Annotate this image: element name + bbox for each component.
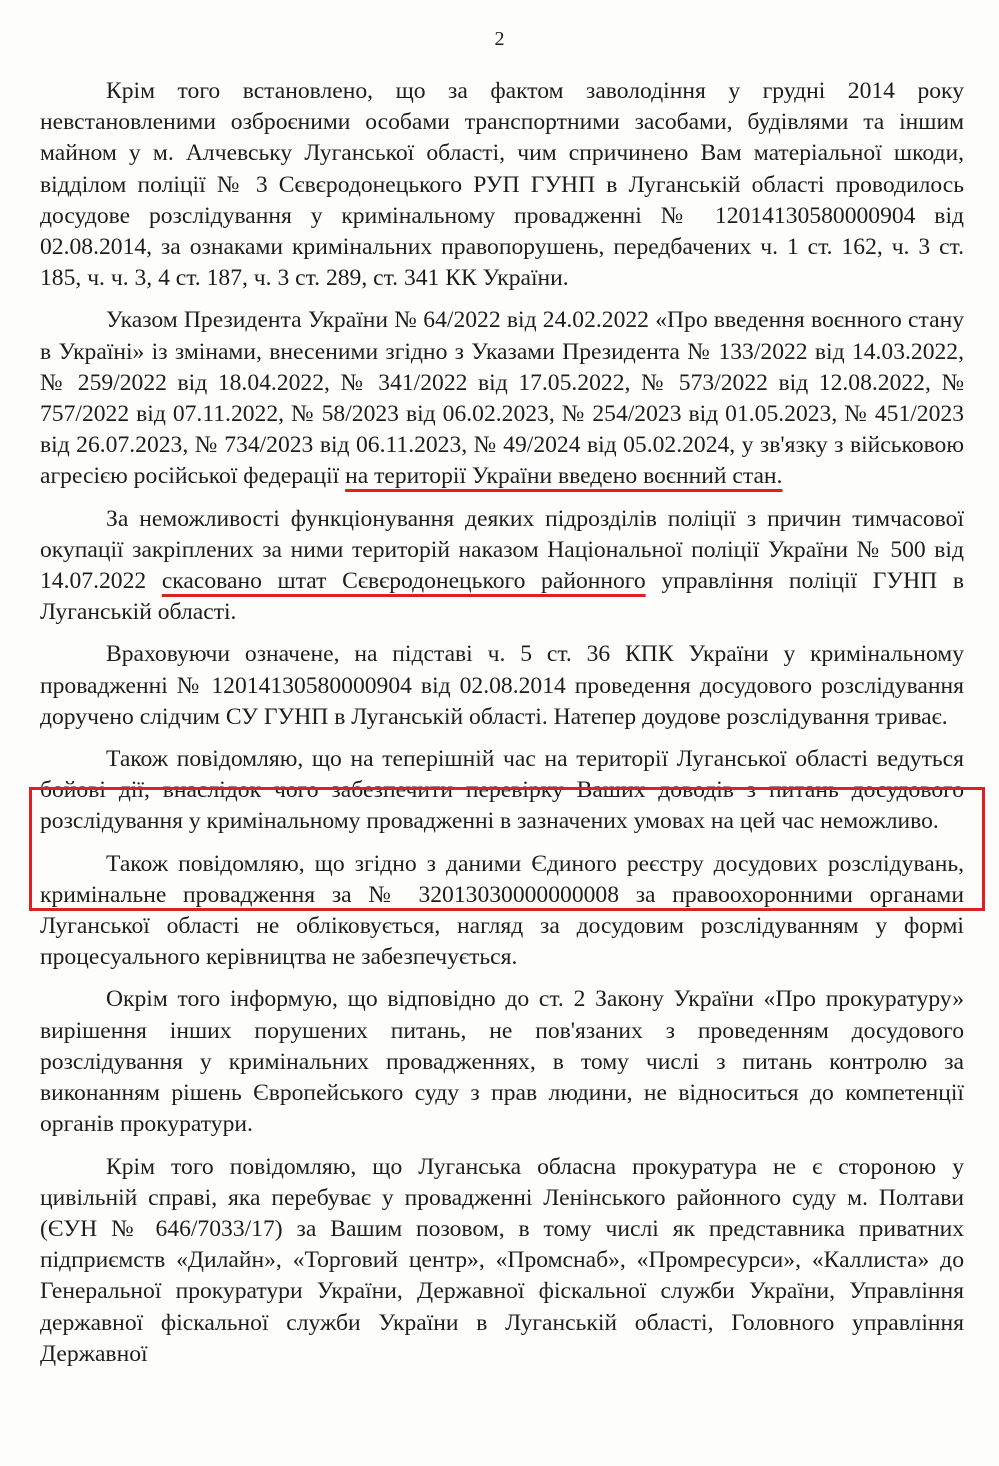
- paragraph-police-unit-abolished: [40, 504, 964, 629]
- paragraph-investigation-facts: Крім того встановлено, що за фактом заволодіння у грудні 2014 року невстановленими озброєними особами транспортними засобами, будівлями та іншим майном у м. Алчевську Луганської області, чим спричинено Вам матеріальної шкоди, відділом поліції № 3 Сєвєродонецького РУП ГУНП в Луганській області проводилось досудове розслідування у кримінальному провадженні № 12014130580000904 від 02.08.2014, за ознаками кримінальних правопорушень, передбачених ч. 1 ст. 162, ч. 3 ст. 185, ч. ч. 3, 4 ст. 187, ч. 3 ст. 289, ст. 341 КК України.: [40, 78, 964, 292]
- police-unit-text-after: управління поліції ГУНП в Луганській області.: [40, 568, 964, 626]
- martial-law-text: Указом Президента України № 64/2022 від 24.02.2022 «Про введення воєнного стану в Україні» із змінами, внесеними згідно з Указами Президента № 133/2022 від 14.03.2022, № 259/2022 від 18.04.2022, № 341/2022 від 17.05.2022, № 573/2022 від 12.08.2022, № 757/2022 від 07.11.2022, № 58/2023 від 06.02.2023, № 254/2023 від 01.05.2023, № 451/2023 від 26.07.2023, № 734/2023 від 06.11.2023, № 49/2024 від 05.02.2024, у зв'язку з військовою агресією російської федерації: [40, 307, 964, 490]
- paragraph-prosecutor-competence: Окрім того інформую, що відповідно до ст. 2 Закону України «Про прокуратуру» вирішення інших порушених питань, не пов'язаних з проведенням досудового розслідування у кримінальних провадженнях, в тому числі з питань контролю за виконанням рішень Європейського суду з прав людини, не відноситься до компетенції органів прокуратури.: [40, 986, 964, 1138]
- paragraph-civil-case: Крім того повідомляю, що Луганська обласна прокуратура не є стороною у цивільній справі, яка перебуває у провадженні Ленінського районного суду м. Полтави (ЄУН № 646/7033/17) за Вашим позовом, в тому числі як представника приватних підприємств «Дилайн», «Торговий центр», «Промснаб», «Промресурси», «Каллиста» до Генеральної прокуратури України, Державної фіскальної служби України, Управління державної фіскальної служби України в Луганській області, Головного управління Державної: [40, 1153, 964, 1367]
- page-number: 2: [494, 28, 505, 50]
- paragraph-hostilities-notice: Також повідомляю, що на теперішній час на території Луганської області ведуться бойові дії, внаслідок чого забезпечити перевірку Ваших доводів з питань досудового розслідування у кримінальному провадженні в зазначених умовах на цей час неможливо.: [40, 746, 964, 835]
- document-body: [40, 76, 964, 1381]
- paragraph-investigation-assigned: Враховуючи означене, на підставі ч. 5 ст. 36 КПК України у кримінальному провадженні № 12014130580000904 від 02.08.2014 проведення досудового розслідування доручено слідчим СУ ГУНП в Луганській області. Натепер доудове розслідування триває.: [40, 641, 964, 730]
- paragraph-martial-law-decree: [40, 305, 964, 492]
- martial-law-underlined-phrase: на території України введено воєнний стан.: [345, 463, 783, 490]
- paragraph-registry-notice: Також повідомляю, що згідно з даними Єдиного реєстру досудових розслідувань, кримінальне провадження за № 32013030000000008 за правоохоронними органами Луганської області не обліковується, нагляд за досудовим розслідуванням у формі процесуального керівництва не забезпечується.: [40, 850, 964, 971]
- police-unit-underlined-phrase: скасовано штат Сєвєродонецького районного: [161, 568, 646, 595]
- police-unit-text-before: За неможливості функціонування деяких підрозділів поліції з причин тимчасової окупації закріплених за ними територій наказом Національної поліції України № 500 від 14.07.2022: [40, 505, 964, 595]
